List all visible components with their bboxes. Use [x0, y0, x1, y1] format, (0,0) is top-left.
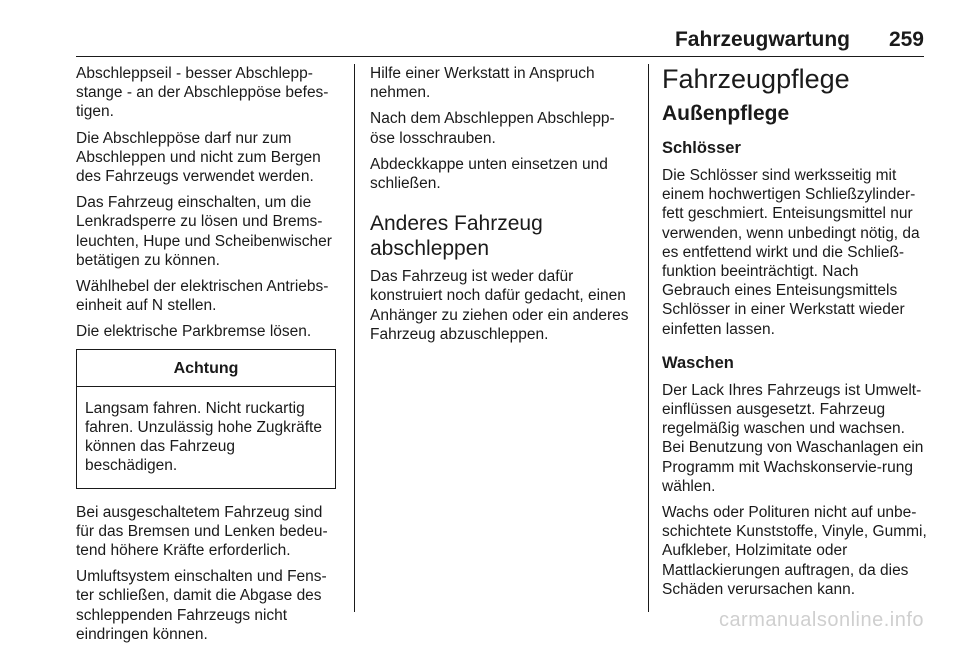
paragraph: Das Fahrzeug ist weder dafür konstruiert noch dafür gedacht, einen Anhänger zu ziehen oder ein anderes Fahrzeug abzuschleppen.: [370, 268, 629, 343]
paragraph: Wachs oder Polituren nicht auf unbe-schichtete Kunststoffe, Vinyle, Gummi, Aufkleber, Holzimitate oder Mattlackierungen auftragen, da dies Schäden verursachen kann.: [662, 504, 927, 598]
paragraph: Bei ausgeschaltetem Fahrzeug sind für das Bremsen und Lenken bedeu-tend höhere Kräfte erforderlich.: [76, 503, 328, 560]
column-divider-1: [354, 64, 355, 612]
column-divider-2: [648, 64, 649, 612]
page-header: [0, 28, 960, 56]
paragraph: Abdeckkappe unten einsetzen und schließen.: [370, 155, 608, 193]
section-heading: Außenpflege: [662, 102, 790, 125]
warning-title: Achtung: [77, 350, 335, 387]
paragraph: Das Fahrzeug einschalten, um die Lenkradsperre zu lösen und Brems-leuchten, Hupe und Scheibenwischer betätigen zu können.: [76, 194, 332, 269]
column-1: [76, 64, 338, 651]
column-3: [662, 64, 928, 606]
section-title: Fahrzeugwartung: [674, 28, 850, 51]
paragraph: Die elektrische Parkbremse lösen.: [76, 323, 312, 341]
watermark: carmanualsonline.info: [718, 609, 924, 631]
paragraph: Nach dem Abschleppen Abschlepp-öse losschrauben.: [370, 110, 615, 147]
paragraph: Abschleppseil - besser Abschlepp-stange - an der Abschleppöse befes-tigen.: [76, 65, 329, 121]
paragraph: Die Schlösser sind werksseitig mit einem hochwertigen Schließzylinder-fett geschmiert. Enteisungsmittel nur verwenden, wenn unbedingt nötig, da es entfettend wirkt und die Schließ-funktion beeinträchtigt. Nach Gebrauch eines Enteisungsmittels Schlösser in einer Werkstatt wieder einfetten lassen.: [662, 167, 920, 338]
subsection-heading: Waschen: [662, 353, 734, 372]
paragraph: Der Lack Ihres Fahrzeugs ist Umwelt-einflüssen ausgesetzt. Fahrzeug regelmäßig waschen und wachsen. Bei Benutzung von Waschanlagen ein Programm mit Wachskonservie-rung wählen.: [662, 381, 924, 495]
warning-box: [76, 349, 336, 489]
paragraph: Umluftsystem einschalten und Fens-ter schließen, damit die Abgase des schleppenden Fahrzeugs nicht eindringen können.: [76, 568, 327, 643]
chapter-heading: Fahrzeugpflege: [662, 64, 850, 94]
section-heading: Anderes Fahrzeug abschleppen: [370, 212, 543, 261]
paragraph: Die Abschleppöse darf nur zum Abschleppen und nicht zum Bergen des Fahrzeugs verwendet werden.: [76, 129, 321, 186]
column-2: [370, 64, 636, 351]
paragraph: Hilfe einer Werkstatt in Anspruch nehmen.: [370, 65, 595, 102]
subsection-heading: Schlösser: [662, 139, 741, 157]
paragraph: Wählhebel der elektrischen Antriebs-einheit auf N stellen.: [76, 278, 329, 315]
warning-text: Langsam fahren. Nicht ruckartig fahren. Unzulässig hohe Zugkräfte können das Fahrzeug beschädigen.: [85, 399, 322, 475]
page-number: 259: [888, 28, 924, 51]
header-divider: [76, 56, 924, 57]
